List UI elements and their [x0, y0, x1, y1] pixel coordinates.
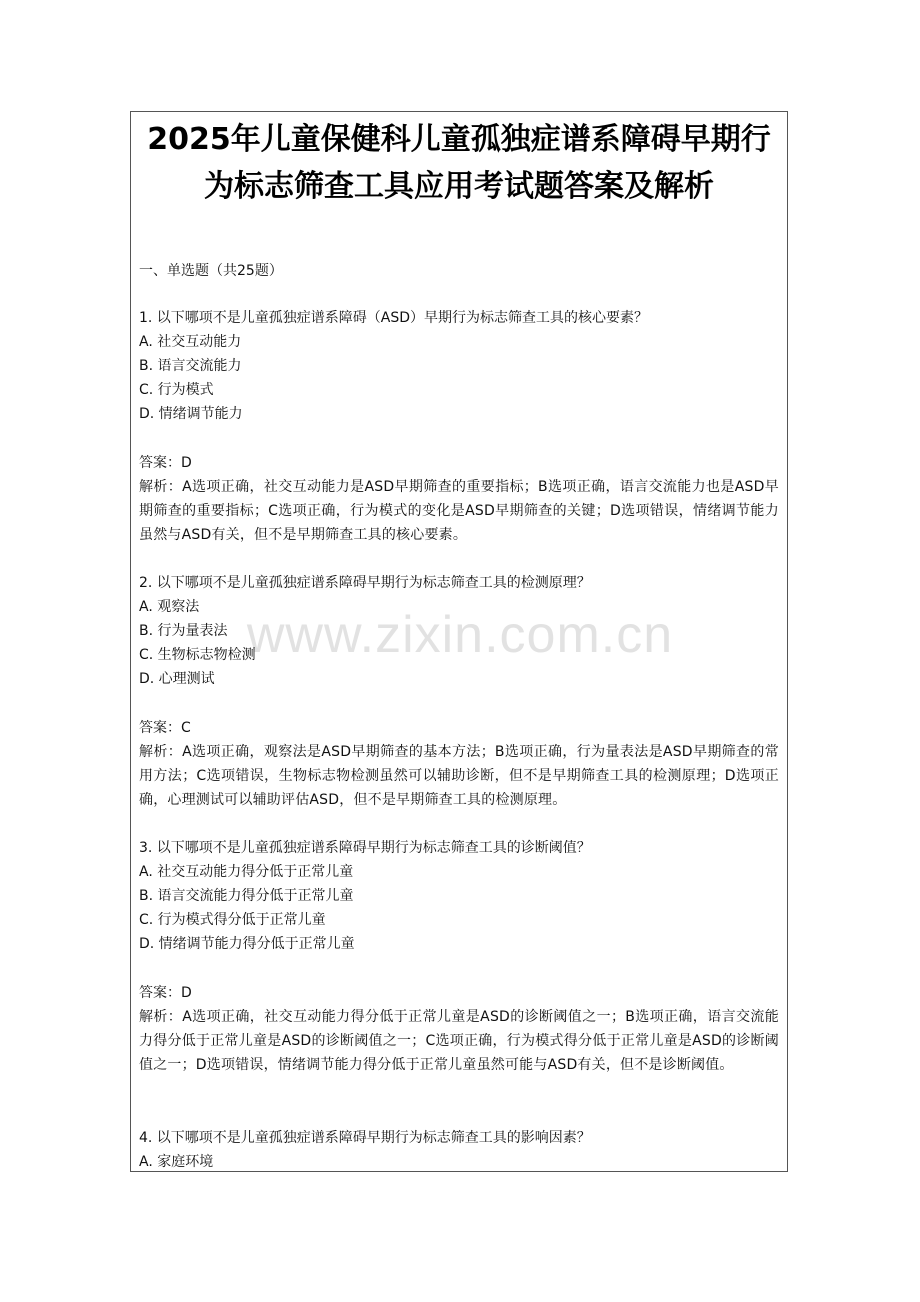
question-4-option-a: A. 家庭环境	[139, 1154, 214, 1170]
question-3-stem: 3. 以下哪项不是儿童孤独症谱系障碍早期行为标志筛查工具的诊断阈值？	[139, 840, 591, 856]
question-1-option-d: D. 情绪调节能力	[139, 406, 243, 422]
question-2-option-a: A. 观察法	[139, 599, 200, 615]
question-1-stem: 1. 以下哪项不是儿童孤独症谱系障碍（ASD）早期行为标志筛查工具的核心要素？	[139, 310, 649, 326]
question-3-answer: 答案：D	[139, 985, 192, 1001]
question-3-option-b: B. 语言交流能力得分低于正常儿童	[139, 888, 354, 904]
question-2-stem: 2. 以下哪项不是儿童孤独症谱系障碍早期行为标志筛查工具的检测原理？	[139, 575, 591, 591]
question-3-analysis: 解析：A选项正确，社交互动能力得分低于正常儿童是ASD的诊断阈值之一；B选项正确，语言交流能力得分低于正常儿童是ASD的诊断阈值之一；C选项正确，行为模式得分低于正常儿童是ASD的诊断阈值之一；D选项错误，情绪调节能力得分低于正常儿童虽然可能与ASD有关，但不是诊断阈值。	[139, 1009, 779, 1073]
question-2-option-d: D. 心理测试	[139, 671, 215, 687]
question-1-option-b: B. 语言交流能力	[139, 358, 242, 374]
question-1-answer: 答案：D	[139, 455, 192, 471]
question-1-option-c: C. 行为模式	[139, 382, 214, 398]
section-heading: 一、单选题（共25题）	[139, 263, 283, 279]
question-2-answer: 答案：C	[139, 720, 191, 736]
watermark: www.zixin.com.cn	[246, 606, 674, 664]
question-3-option-a: A. 社交互动能力得分低于正常儿童	[139, 864, 354, 880]
question-1-analysis: 解析：A选项正确，社交互动能力是ASD早期筛查的重要指标；B选项正确，语言交流能力也是ASD早期筛查的重要指标；C选项正确，行为模式的变化是ASD早期筛查的关键；D选项错误，情绪调节能力虽然与ASD有关，但不是早期筛查工具的核心要素。	[139, 479, 779, 543]
question-2-option-b: B. 行为量表法	[139, 623, 228, 639]
question-3-option-d: D. 情绪调节能力得分低于正常儿童	[139, 936, 355, 952]
question-1-option-a: A. 社交互动能力	[139, 334, 242, 350]
question-4-stem: 4. 以下哪项不是儿童孤独症谱系障碍早期行为标志筛查工具的影响因素？	[139, 1130, 591, 1146]
document-title: 2025年儿童保健科儿童孤独症谱系障碍早期行为标志筛查工具应用考试题答案及解析	[147, 122, 771, 204]
question-2-option-c: C. 生物标志物检测	[139, 647, 256, 663]
document-frame	[130, 111, 788, 1172]
question-3-option-c: C. 行为模式得分低于正常儿童	[139, 912, 326, 928]
question-2-analysis: 解析：A选项正确，观察法是ASD早期筛查的基本方法；B选项正确，行为量表法是ASD早期筛查的常用方法；C选项错误，生物标志物检测虽然可以辅助诊断，但不是早期筛查工具的检测原理；D选项正确，心理测试可以辅助评估ASD，但不是早期筛查工具的检测原理。	[139, 744, 779, 808]
